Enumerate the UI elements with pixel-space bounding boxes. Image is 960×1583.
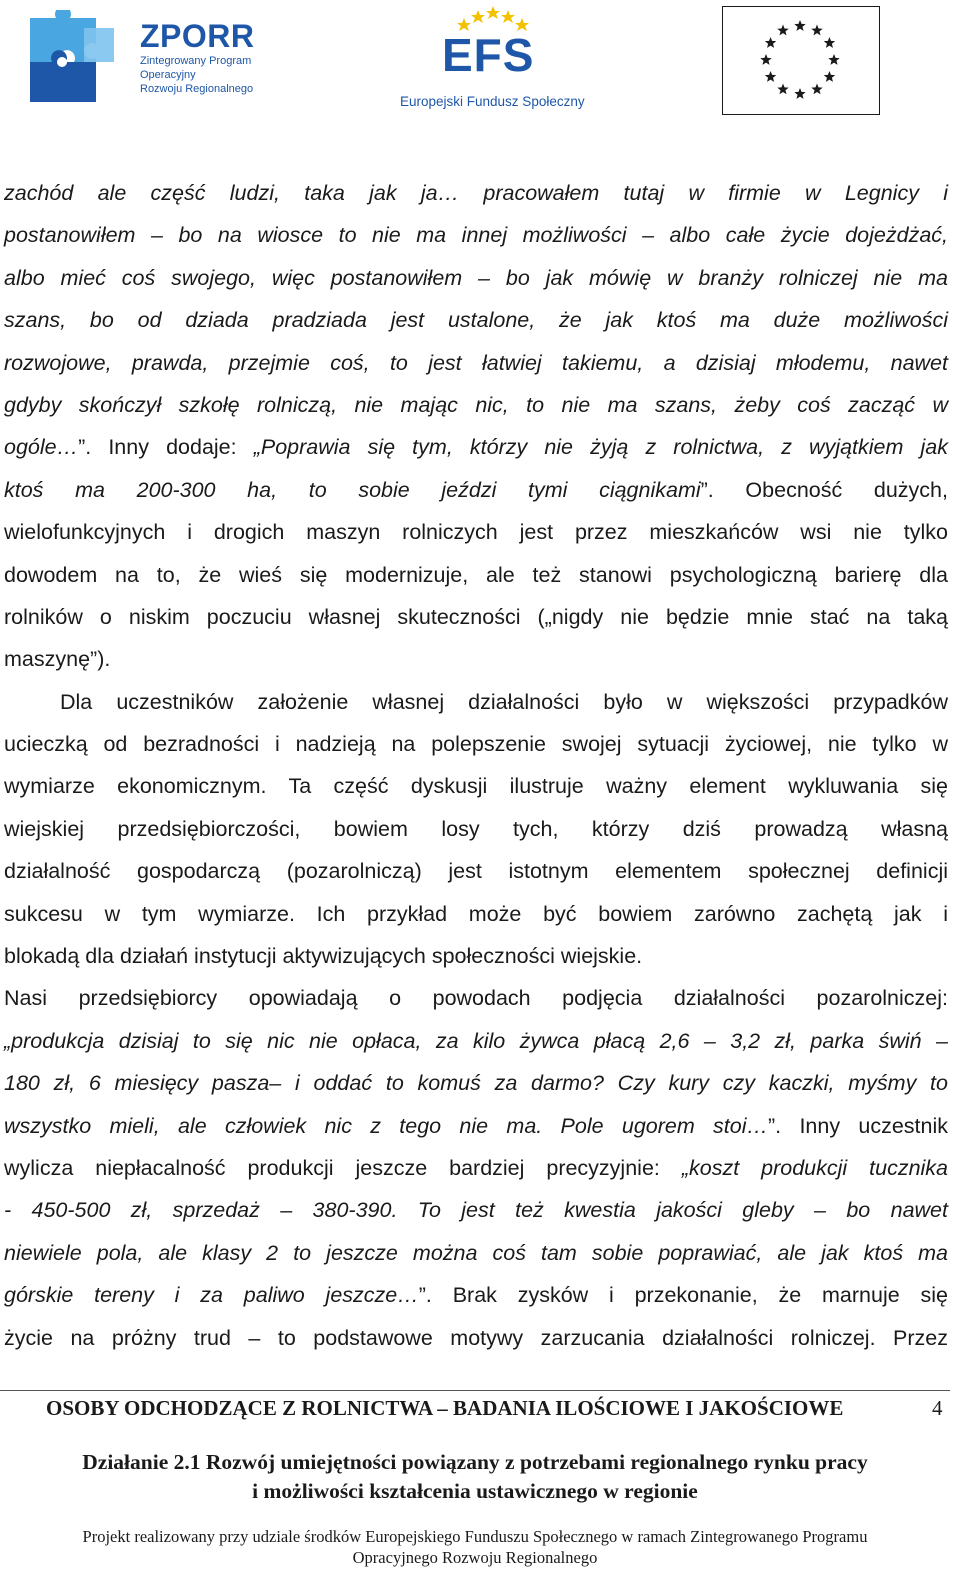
footer-divider <box>0 1390 950 1391</box>
zporr-subtitle-line: Rozwoju Regionalnego <box>140 83 254 95</box>
eu-star <box>777 25 788 36</box>
text-line <box>4 426 948 468</box>
zporr-subtitle-line: Zintegrowany Program <box>140 55 252 67</box>
text-line <box>4 638 948 680</box>
zporr-subtitle-line: Operacyjny <box>140 69 196 81</box>
text-line <box>4 681 948 723</box>
text-segment: dowodem na to, że wieś się modernizuje, ale też stanowi psychologiczną barierę dla <box>4 562 948 587</box>
text-segment: zachód ale część ludzi, taka jak ja… pracowałem tutaj w firmie w Legnicy i <box>4 181 948 205</box>
text-line <box>4 893 948 935</box>
text-segment: wylicza niepłacalność produkcji jeszcze bardziej precyzyjnie: <box>4 1155 682 1180</box>
text-segment: albo mieć coś swojego, więc postanowiłem – bo jak mówię w branży rolniczej nie ma <box>4 265 948 290</box>
text-segment: Dla uczestników założenie własnej działalności było w większości przypadków <box>60 689 948 714</box>
text-line <box>4 511 948 553</box>
efs-caption: Europejski Fundusz Społeczny <box>400 94 585 109</box>
text-line <box>4 1147 948 1189</box>
efs-wordmark: EFS <box>442 29 535 81</box>
text-line <box>4 384 948 426</box>
text-segment: maszynę”). <box>4 647 111 672</box>
footer-action-line: i możliwości kształcenia ustawicznego w regionie <box>252 1479 698 1503</box>
eu-star <box>794 88 805 99</box>
text-segment: ucieczką od bezradności i nadzieją na polepszenie swojej sytuacji życiowej, nie tylko w <box>4 732 948 757</box>
text-line <box>4 469 948 511</box>
page-header <box>0 0 960 125</box>
eu-star <box>794 20 805 31</box>
footer-title: OSOBY ODCHODZĄCE Z ROLNICTWA – BADANIA ILOŚCIOWE I JAKOŚCIOWE <box>46 1396 844 1420</box>
text-line <box>4 723 948 765</box>
body-text <box>4 172 948 1359</box>
text-line <box>4 257 948 299</box>
eu-star <box>824 71 835 82</box>
text-line <box>4 596 948 638</box>
eu-flag-logo <box>722 6 880 115</box>
page-number: 4 <box>932 1396 943 1420</box>
text-segment: życie na próżny trud – to podstawowe motywy zarzucania działalności rolniczej. Przez <box>4 1325 948 1350</box>
text-segment: 180 zł, 6 miesięcy pasza– i oddać to komuś za darmo? Czy kury czy kaczki, myśmy to <box>4 1071 948 1096</box>
eu-star <box>811 83 822 94</box>
text-segment: - 450-500 zł, sprzedaż – 380-390. To jest też kwestia jakości gleby – bo nawet <box>4 1198 948 1223</box>
text-segment: gdyby skończył szkołę rolniczą, nie mając nic, to nie ma szans, żeby coś zacząć w <box>4 392 948 417</box>
text-line <box>4 554 948 596</box>
zporr-title: ZPORR <box>140 18 255 54</box>
footer-project <box>0 1526 950 1568</box>
text-segment: niewiele pola, ale klasy 2 to jeszcze można coś tam sobie poprawiać, ale jak ktoś ma <box>4 1240 948 1265</box>
eu-star <box>828 54 839 65</box>
footer-project-line: Projekt realizowany przy udziale środków Europejskiego Funduszu Społecznego w ramach Zintegrowanego Programu <box>82 1527 868 1546</box>
footer-action-line: Działanie 2.1 Rozwój umiejętności powiązany z potrzebami regionalnego rynku pracy <box>82 1450 868 1474</box>
text-segment: „Poprawia się tym, którzy nie żyją z rolnictwa, z wyjątkiem jak <box>253 435 948 460</box>
text-segment: ”. Brak zysków i przekonanie, że marnuje się <box>418 1283 948 1308</box>
footer-action <box>0 1448 950 1506</box>
text-line <box>4 1020 948 1062</box>
text-segment: ”. Inny dodaje: <box>78 435 254 460</box>
text-line <box>4 172 948 214</box>
eu-star <box>811 25 822 36</box>
text-segment: wszystko mieli, ale człowiek nic z tego nie ma. Pole ugorem stoi… <box>4 1113 769 1138</box>
text-line <box>4 808 948 850</box>
text-line <box>4 299 948 341</box>
text-line <box>4 1317 948 1359</box>
text-segment: „koszt produkcji tucznika <box>681 1155 949 1180</box>
text-line <box>4 1232 948 1274</box>
text-segment: ”. Obecność dużych, <box>700 477 948 502</box>
text-segment: sukcesu w tym wymiarze. Ich przykład może być bowiem zarówno zachętą jak i <box>4 901 948 926</box>
eu-stars-icon <box>723 7 878 113</box>
eu-star <box>765 71 776 82</box>
text-line <box>4 935 948 977</box>
eu-star <box>760 54 771 65</box>
text-line <box>4 342 948 384</box>
text-segment: wymiarze ekonomicznym. Ta część dyskusji ilustruje ważny element wykluwania się <box>4 774 948 799</box>
text-segment: ktoś ma 200-300 ha, to sobie jeździ tymi ciągnikami <box>4 477 701 502</box>
text-segment: wielofunkcyjnych i drogich maszyn rolniczych jest przez mieszkańców wsi nie tylko <box>4 520 948 545</box>
text-line <box>4 214 948 256</box>
text-segment: ogóle… <box>4 435 79 460</box>
text-line <box>4 850 948 892</box>
text-line <box>4 977 948 1019</box>
text-segment: działalność gospodarczą (pozarolniczą) jest istotnym elementem społecznej definicji <box>4 859 948 884</box>
eu-star <box>765 37 776 48</box>
text-line <box>4 1274 948 1316</box>
text-segment: postanowiłem – bo na wiosce to nie ma innej możliwości – albo całe życie dojeżdżać, <box>4 223 948 248</box>
footer-project-line: Opracyjnego Rozwoju Regionalnego <box>352 1548 598 1567</box>
zporr-logo <box>22 10 262 110</box>
text-segment: ”. Inny uczestnik <box>768 1113 948 1138</box>
text-segment: „produkcja dzisiaj to się nic nie opłaca, za kilo żywca płacą 2,6 – 3,2 zł, parka świń – <box>4 1028 948 1053</box>
text-segment: szans, bo od dziada pradziada jest ustalone, że jak ktoś ma duże możliwości <box>4 308 948 333</box>
text-line <box>4 1062 948 1104</box>
text-line <box>4 1105 948 1147</box>
text-line <box>4 1189 948 1231</box>
puzzle-icon <box>22 10 122 110</box>
eu-star <box>824 37 835 48</box>
eu-star <box>777 83 788 94</box>
text-segment: wiejskiej przedsiębiorczości, bowiem losy tych, którzy dziś prowadzą własną <box>4 816 948 841</box>
efs-logo <box>398 4 588 116</box>
text-segment: rozwojowe, prawda, przejmie coś, to jest łatwiej takiemu, a dzisiaj młodemu, nawet <box>4 350 948 375</box>
text-segment: blokadą dla działań instytucji aktywizujących społeczności wiejskie. <box>4 944 643 969</box>
text-segment: górskie tereny i za paliwo jeszcze… <box>4 1283 419 1308</box>
text-segment: Nasi przedsiębiorcy opowiadają o powodach podjęcia działalności pozarolniczej: <box>4 986 948 1011</box>
text-segment: rolników o niskim poczuciu własnej skuteczności („nigdy nie będzie mnie stać na taką <box>4 604 948 629</box>
text-line <box>4 765 948 807</box>
